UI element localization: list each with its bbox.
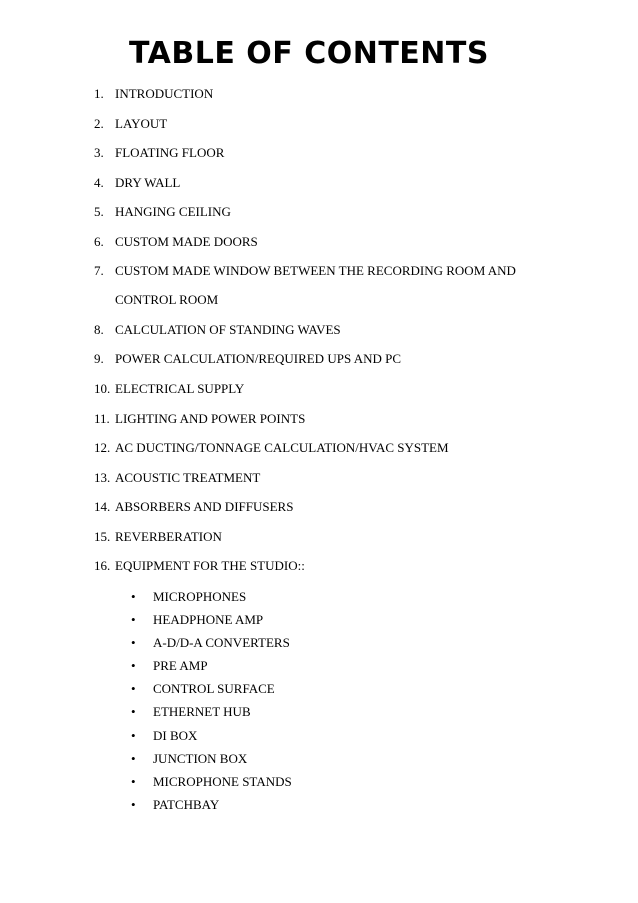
toc-item-number: 1. [94,86,104,101]
equipment-item-label: PATCHBAY [153,797,220,812]
toc-item [94,145,224,161]
toc-item-number: 3. [94,145,104,160]
equipment-list-item [131,681,275,697]
toc-item-number: 8. [94,322,104,337]
equipment-item-label: HEADPHONE AMP [153,612,264,627]
equipment-list-item [131,658,208,674]
equipment-item-label: MICROPHONES [153,589,247,604]
page-title: TABLE OF CONTENTS [129,36,489,71]
equipment-item-label: PRE AMP [153,658,208,673]
toc-item-number: 15. [94,529,111,544]
toc-item [94,263,516,279]
toc-item-label: POWER CALCULATION/REQUIRED UPS AND PC [115,351,402,366]
bullet-icon: • [131,635,136,650]
toc-item-number: 6. [94,234,104,249]
toc-item [94,529,222,545]
bullet-icon: • [131,658,136,673]
toc-item-label: CUSTOM MADE WINDOW BETWEEN THE RECORDING ROOM AND [115,263,516,278]
toc-item [94,351,401,367]
equipment-item-label: JUNCTION BOX [153,751,248,766]
bullet-icon: • [131,589,136,604]
equipment-list-item [131,589,246,605]
toc-item-label: DRY WALL [115,175,181,190]
equipment-list-item [131,728,197,744]
equipment-list-item [131,635,290,651]
equipment-item-label: A-D/D-A CONVERTERS [153,635,290,650]
bullet-icon: • [131,612,136,627]
toc-item-number: 5. [94,204,104,219]
toc-item [94,234,258,250]
toc-item [94,470,260,486]
toc-item-label: AC DUCTING/TONNAGE CALCULATION/HVAC SYSTEM [115,440,449,455]
equipment-list-item [131,704,251,720]
toc-item [94,411,305,427]
toc-item-label: EQUIPMENT FOR THE STUDIO:: [115,558,305,573]
toc-item [94,440,449,456]
equipment-item-label: MICROPHONE STANDS [153,774,292,789]
bullet-icon: • [131,681,136,696]
toc-item-label: CUSTOM MADE DOORS [115,234,258,249]
toc-item [94,499,293,515]
equipment-item-label: CONTROL SURFACE [153,681,275,696]
toc-item-label: FLOATING FLOOR [115,145,225,160]
toc-item [94,175,180,191]
equipment-list-item [131,751,247,767]
toc-item-number: 16. [94,558,111,573]
toc-item [94,86,213,102]
equipment-list-item [131,797,219,813]
toc-item-number: 7. [94,263,104,278]
bullet-icon: • [131,797,136,812]
toc-item [94,116,167,132]
toc-item [94,322,341,338]
toc-item [94,381,244,397]
bullet-icon: • [131,774,136,789]
bullet-icon: • [131,704,136,719]
toc-item-number: 10. [94,381,111,396]
equipment-list-item [131,612,263,628]
bullet-icon: • [131,751,136,766]
toc-item-label: REVERBERATION [115,529,222,544]
equipment-list-item [131,774,292,790]
toc-item-label: CALCULATION OF STANDING WAVES [115,322,341,337]
bullet-icon: • [131,728,136,743]
equipment-item-label: ETHERNET HUB [153,704,251,719]
equipment-item-label: DI BOX [153,728,198,743]
toc-item-label: HANGING CEILING [115,204,231,219]
toc-item [94,558,305,574]
toc-item-label: ACOUSTIC TREATMENT [115,470,261,485]
toc-item-number: 12. [94,440,111,455]
toc-item [94,204,231,220]
toc-item-number: 2. [94,116,104,131]
toc-item-label: LIGHTING AND POWER POINTS [115,411,306,426]
toc-item-label: ELECTRICAL SUPPLY [115,381,245,396]
toc-item-number: 11. [94,411,110,426]
toc-item-number: 14. [94,499,111,514]
toc-item-label: ABSORBERS AND DIFFUSERS [115,499,294,514]
toc-item-continuation: CONTROL ROOM [115,292,219,307]
toc-item-number: 13. [94,470,111,485]
toc-item-number: 9. [94,351,104,366]
toc-item-label: INTRODUCTION [115,86,214,101]
toc-item-number: 4. [94,175,104,190]
toc-item-label: LAYOUT [115,116,168,131]
